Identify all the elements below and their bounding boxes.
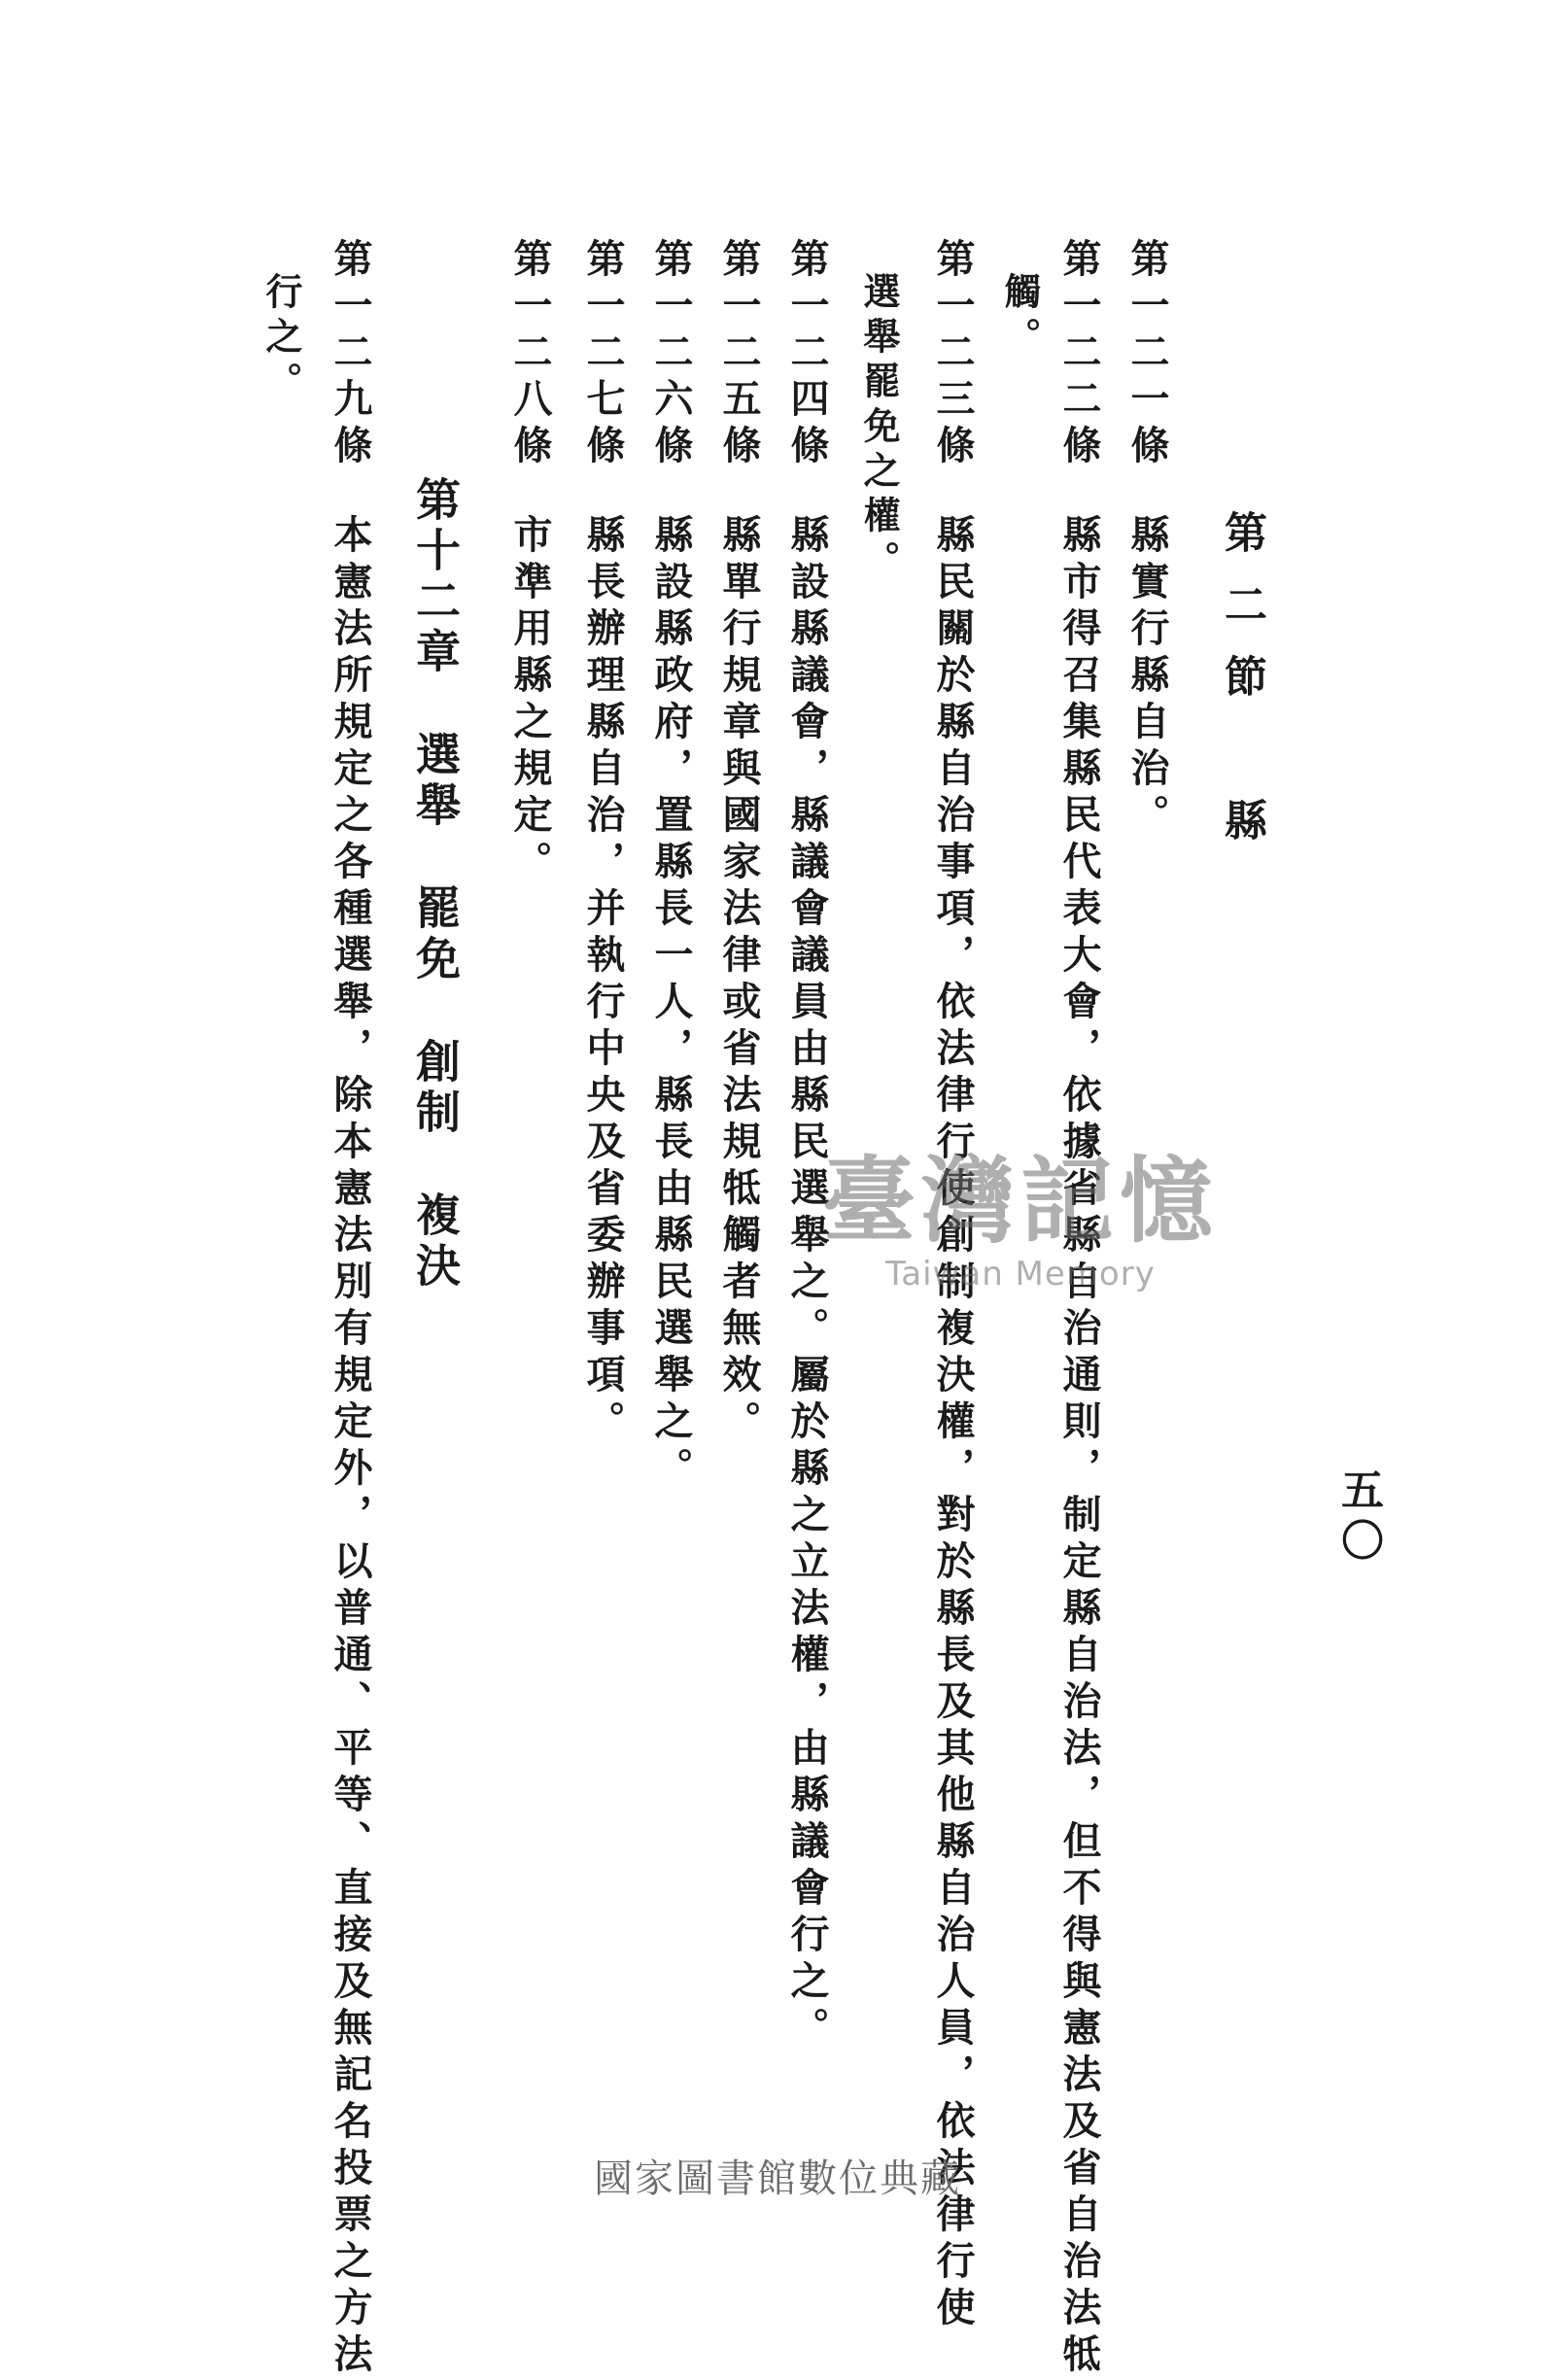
article-121 <box>1124 238 1170 841</box>
article-122-continuation: 觸。 <box>998 272 1042 362</box>
article-text: 縣市得召集縣民代表大會，依據省縣自治通則，制定縣自治法，但不得與憲法及省自治法牴 <box>1056 514 1102 2380</box>
article-label: 第一二一條 <box>1124 238 1170 471</box>
chapter-number: 第十二章 <box>409 476 462 678</box>
chapter-word: 選舉 <box>409 731 462 832</box>
article-label: 第一二四條 <box>784 238 830 471</box>
watermark-english: Taiwan Memory <box>885 1255 1156 1293</box>
article-text: 縣實行縣自治。 <box>1124 514 1170 841</box>
section-title: 第二節 縣 <box>1217 510 1266 870</box>
footer-caption: 國家圖書館數位典藏 <box>594 2156 961 2201</box>
chapter-word: 複決 <box>409 1191 462 1293</box>
article-label: 第一二三條 <box>930 238 976 471</box>
article-label: 第一二九條 <box>328 238 373 471</box>
article-123-continuation: 選舉罷免之權。 <box>857 272 901 585</box>
article-text: 本憲法所規定之各種選舉，除本憲法別有規定外，以普通、平等、直接及無記名投票之方法 <box>328 514 373 2380</box>
article-label: 第一二二條 <box>1056 238 1102 471</box>
article-label: 第一二六條 <box>648 238 694 471</box>
chapter-word: 創制 <box>409 1038 462 1139</box>
article-text: 縣設縣政府，置縣長一人，縣長由縣民選舉之。 <box>648 514 694 1494</box>
article-126 <box>648 238 694 1494</box>
article-label: 第一二五條 <box>716 238 762 471</box>
article-129 <box>328 238 373 2380</box>
article-129-continuation: 行之。 <box>259 272 303 406</box>
article-text: 縣設縣議會，縣議會議員由縣民選舉之。屬於縣之立法權，由縣議會行之。 <box>784 514 830 2053</box>
article-128 <box>507 238 553 887</box>
article-label: 第一二八條 <box>507 238 553 471</box>
article-125 <box>716 238 762 1447</box>
article-text: 縣單行規章與國家法律或省法規牴觸者無效。 <box>716 514 762 1447</box>
chapter-heading <box>409 476 462 1345</box>
watermark-logo <box>768 1127 1273 1293</box>
page-number: 五〇 <box>1333 1467 1383 1569</box>
article-text: 市準用縣之規定。 <box>507 514 553 887</box>
article-text: 縣長辦理縣自治，并執行中央及省委辦事項。 <box>580 514 626 1447</box>
article-label: 第一二七條 <box>580 238 626 471</box>
article-122 <box>1056 238 1102 2380</box>
article-127 <box>580 238 626 1447</box>
chapter-word: 罷免 <box>409 884 462 985</box>
article-text: 縣民關於縣自治事項，依法律行使創制複決權，對於縣長及其他縣自治人員，依法律行使 <box>930 514 976 2333</box>
watermark-chinese: 臺灣記憶 <box>822 1147 1219 1256</box>
